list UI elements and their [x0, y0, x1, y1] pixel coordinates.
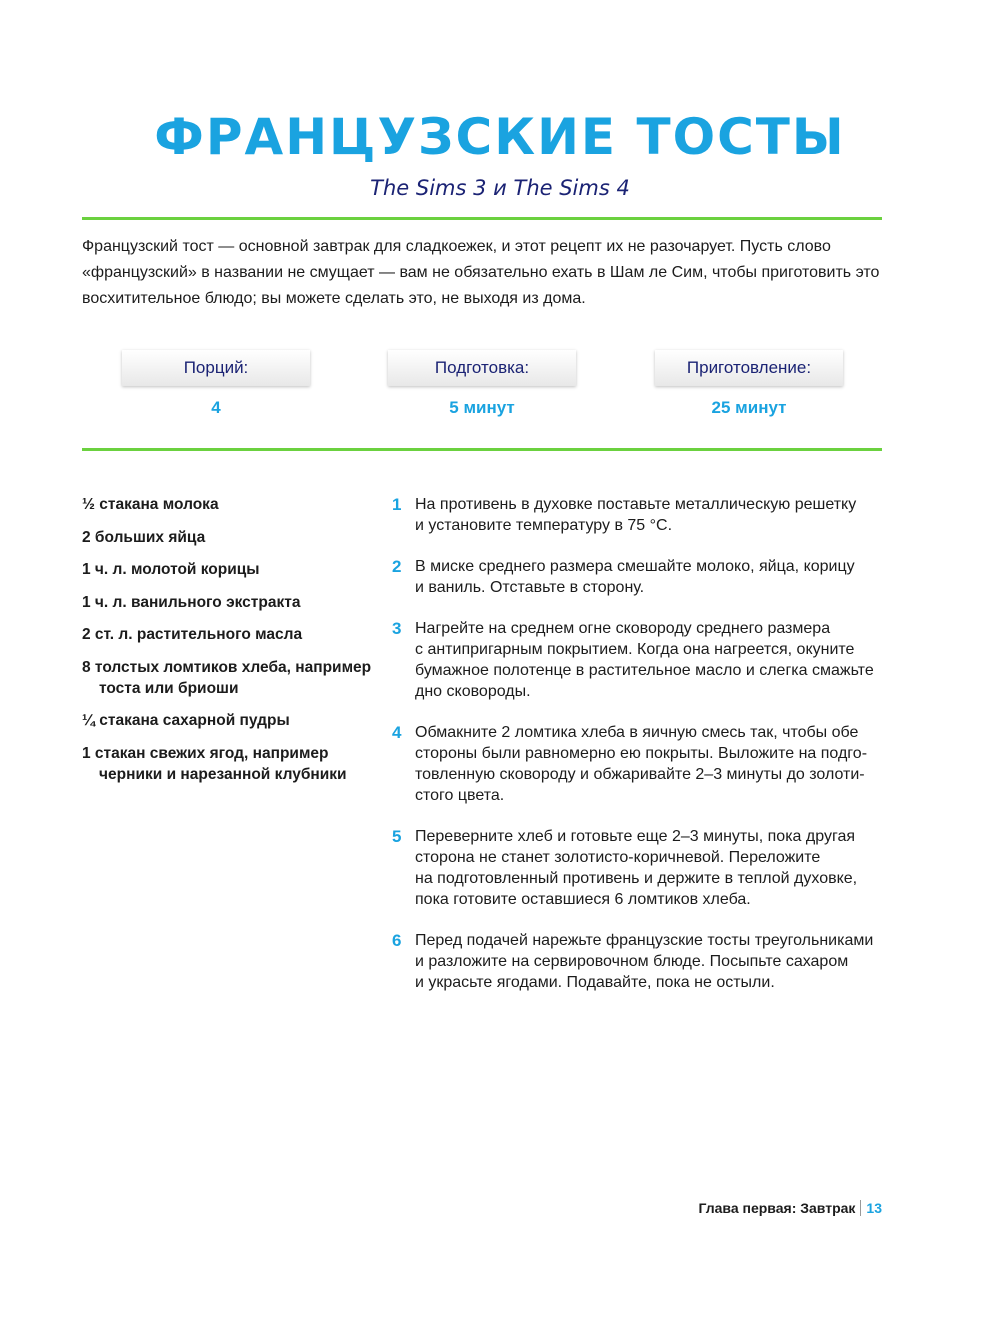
ingredient-item: ½ стакана молока — [82, 496, 219, 513]
step-text: На противень в духовке поставьте металлическую решетку и установите температуру в 75 °C. — [415, 496, 857, 534]
step-item — [392, 556, 892, 598]
footer-separator — [860, 1200, 861, 1216]
step-number: 1 — [392, 495, 402, 514]
step-item — [392, 826, 892, 910]
ingredient-item: 8 толстых ломтиков хлеба, например тоста или бриоши — [82, 658, 372, 697]
step-item — [392, 618, 892, 702]
step-list — [392, 494, 892, 1013]
ingredient-item: 2 больших яйца — [82, 528, 206, 546]
step-item — [392, 722, 892, 806]
page-title: ФРАНЦУЗСКИЕ ТОСТЫ — [154, 108, 846, 166]
step-item — [392, 494, 892, 536]
cook-value: 25 минут — [711, 398, 787, 417]
subtitle: The Sims 3 и The Sims 4 — [370, 176, 630, 200]
step-number: 5 — [392, 827, 402, 846]
ingredient-item: 2 ст. л. растительного масла — [82, 626, 303, 643]
step-text: Переверните хлеб и готовьте еще 2–3 минуты, пока другая сторона не станет золотисто-коричневой. Переложите на подготовленный противень и держите в теплой духовке, пока готовите оставшиеся 6 ломтиков хлеба. — [415, 828, 858, 908]
divider-bottom — [82, 448, 882, 451]
step-number: 4 — [392, 723, 402, 742]
page-number: 13 — [866, 1200, 882, 1216]
page-footer — [699, 1200, 883, 1216]
chapter-label: Глава первая: Завтрак — [698, 1200, 856, 1216]
step-number: 3 — [392, 619, 402, 638]
divider-top — [82, 217, 882, 220]
intro-paragraph: Французский тост — основной завтрак для сладкоежек, и этот рецепт их не разочарует. Пусть слово «французский» в названии не смущает — вам не обязательно ехать в Шам ле Сим, чтобы приготовить это восхитительное блюдо; вы можете сделать это, не выходя из дома. — [82, 238, 880, 307]
step-text: В миске среднего размера смешайте молоко, яйца, корицу и ваниль. Отставьте в сторону. — [415, 558, 855, 596]
servings-value: 4 — [211, 398, 221, 417]
ingredient-list — [82, 494, 382, 796]
ingredient-item: 1 ч. л. молотой корицы — [82, 561, 260, 578]
cook-label: Приготовление: — [655, 350, 843, 386]
step-number: 6 — [392, 931, 402, 950]
step-item — [392, 930, 892, 993]
ingredient-item: 1 стакан свежих ягод, например черники и нарезанной клубники — [82, 744, 347, 783]
servings-label: Порций: — [122, 350, 310, 386]
step-text: Обмакните 2 ломтика хлеба в яичную смесь так, чтобы обе стороны были равномерно ею покрыты. Выложите на подго- товленную сковороду и обжаривайте 2–3 минуты до золоти- стого цвета. — [415, 724, 868, 804]
step-text: Нагрейте на среднем огне сковороду среднего размера с антипригарным покрытием. Когда она нагреется, окуните бумажное полотенце в растительное масло и слегка смажьте дно сковороды. — [415, 620, 874, 700]
step-number: 2 — [392, 557, 402, 576]
prep-label: Подготовка: — [388, 350, 576, 386]
ingredient-item: ¼ стакана сахарной пудры — [82, 712, 290, 729]
ingredient-item: 1 ч. л. ванильного экстракта — [82, 593, 301, 611]
step-text: Перед подачей нарежьте французские тосты треугольниками и разложите на сервировочном блюде. Посыпьте сахаром и украсьте ягодами. Подавайте, пока не остыли. — [415, 932, 874, 991]
prep-value: 5 минут — [449, 398, 515, 417]
